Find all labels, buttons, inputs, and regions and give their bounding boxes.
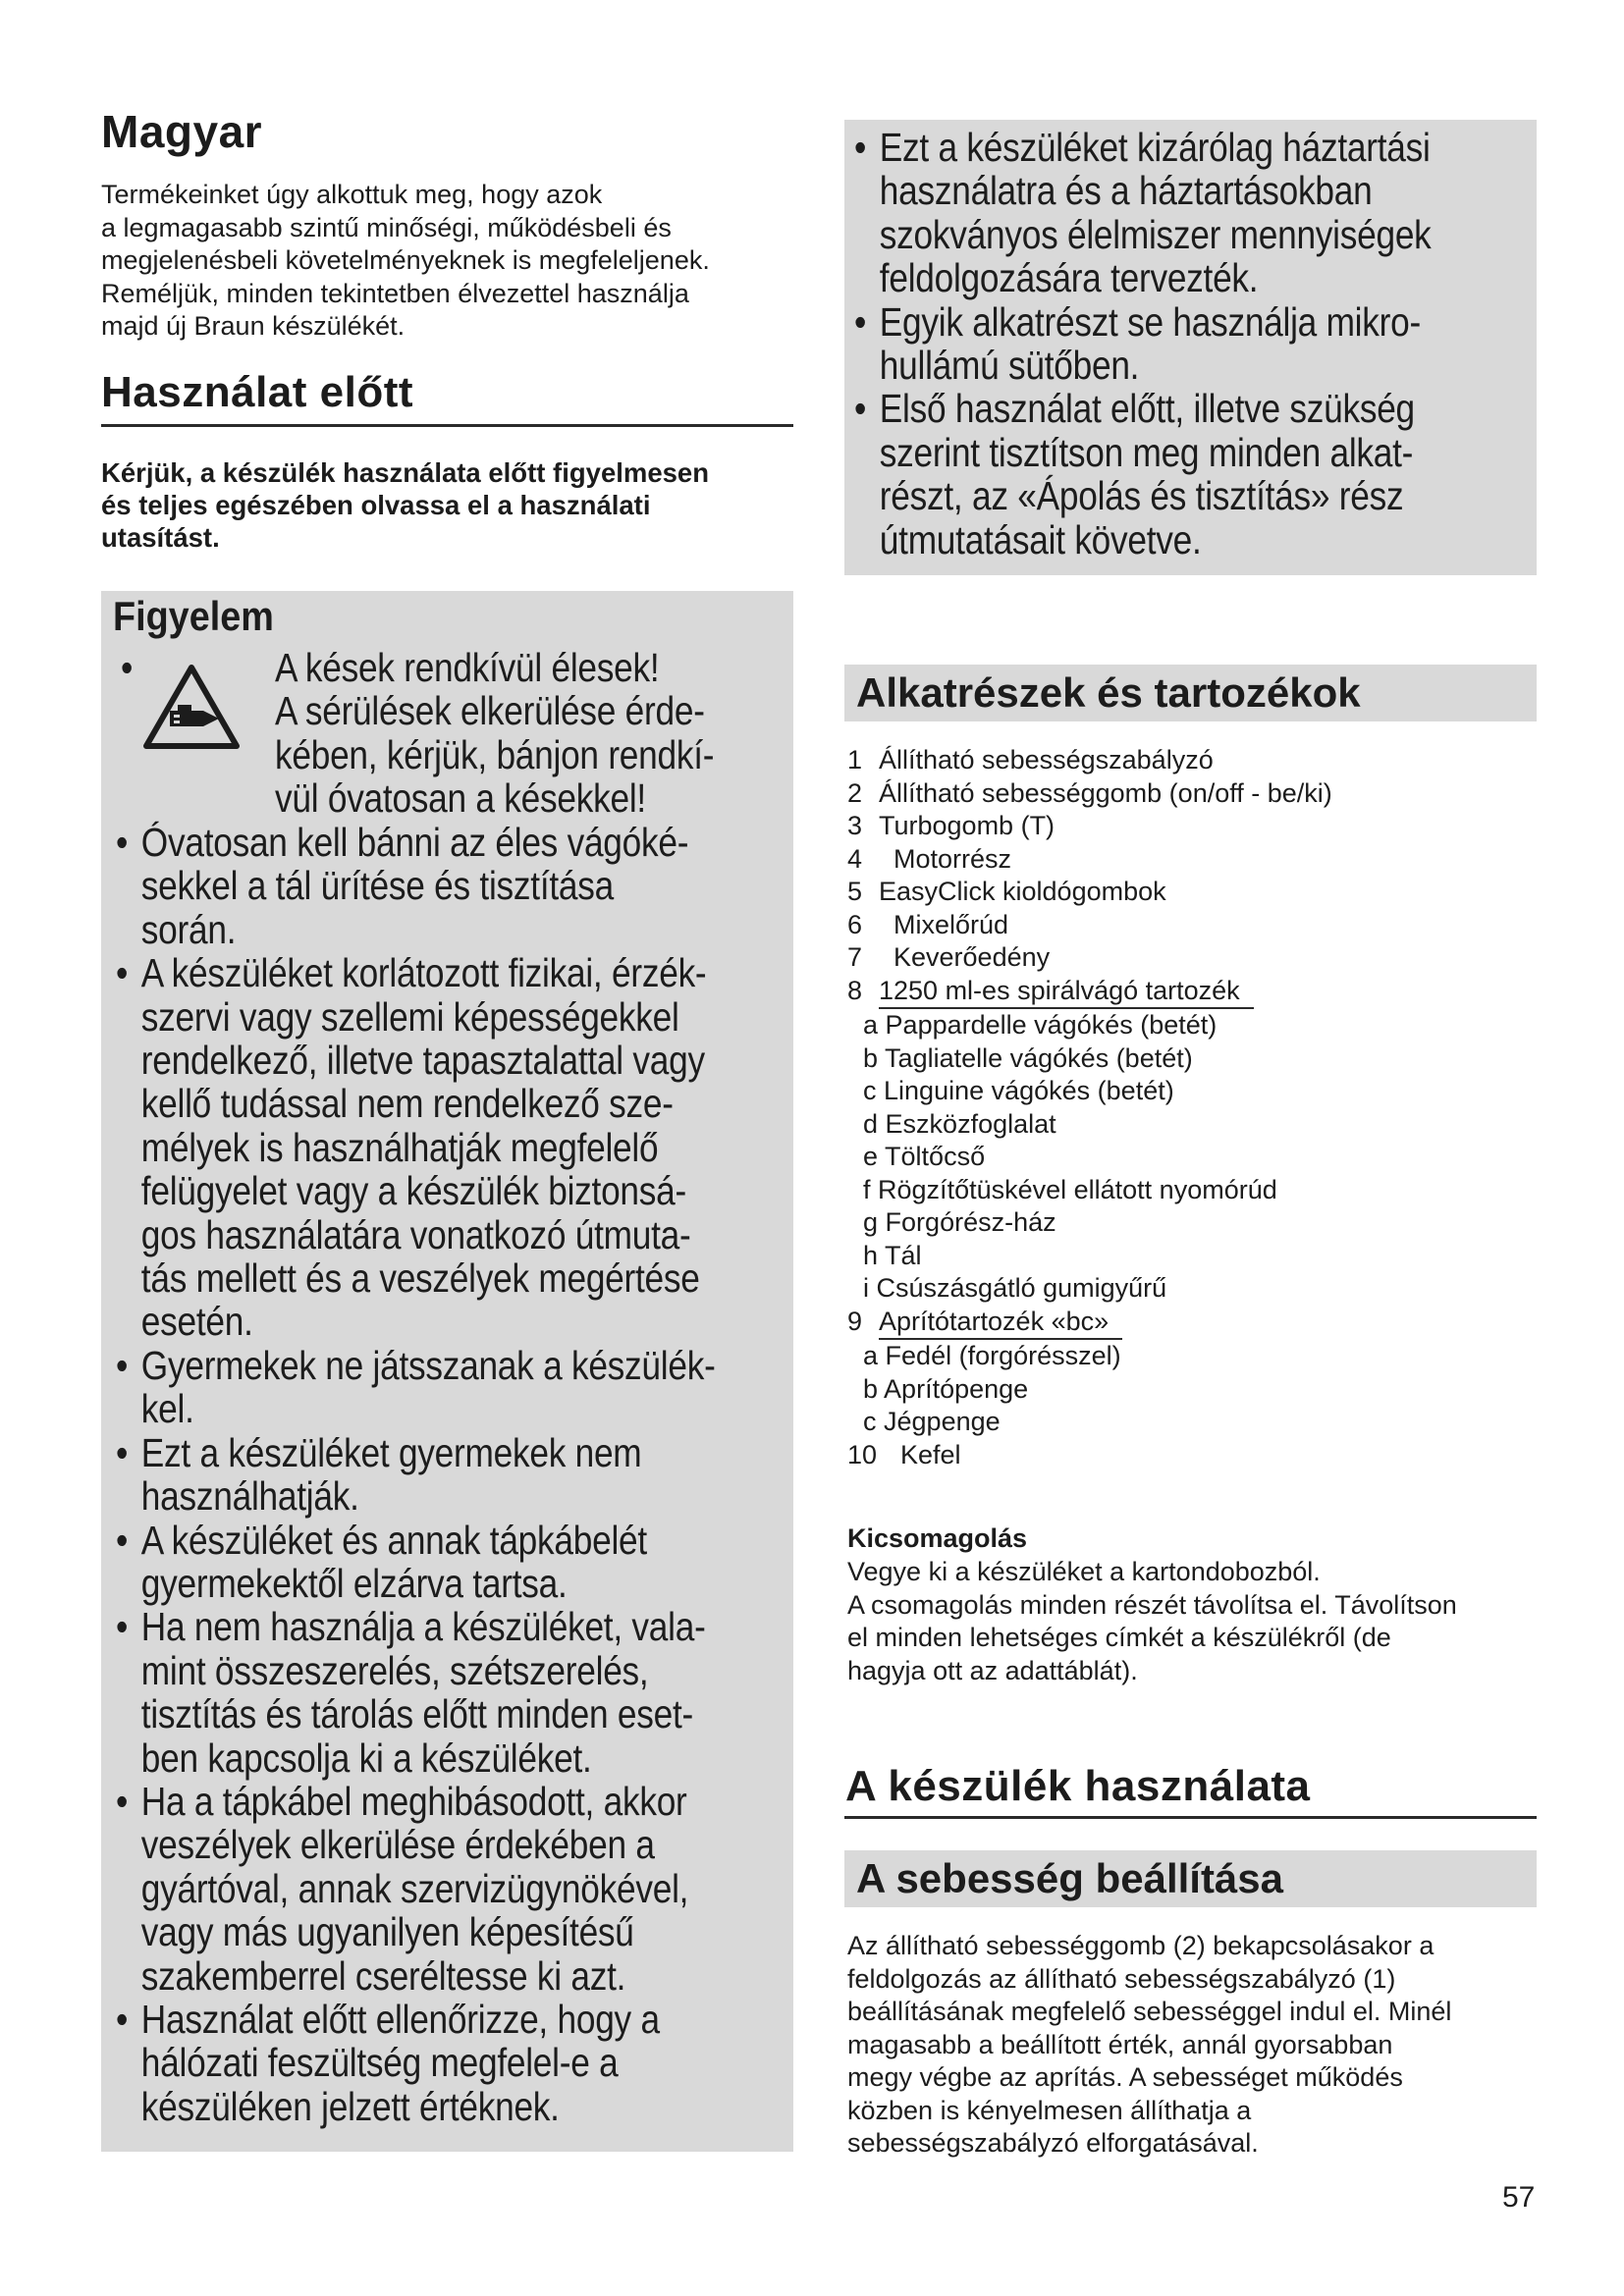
notice-line: hullámú sütőben. [879, 343, 1140, 389]
part-subitem [847, 1141, 1535, 1174]
bullet-dot: • [121, 645, 134, 690]
part-label: Forgórész-ház [885, 1207, 1056, 1237]
bullet-dot: • [116, 1517, 129, 1563]
intro-line: megjelenésbeli követelményeknek is megfeleljenek. [101, 245, 710, 275]
part-letter: c [863, 1076, 877, 1105]
part-letter: c [863, 1407, 877, 1436]
warning-line: A készüléket korlátozott fizikai, érzék- [140, 950, 707, 996]
part-label: Állítható sebességgomb (on/off - be/ki) [879, 777, 1332, 808]
intro-line: a legmagasabb szintű minőségi, működésbeli és [101, 212, 672, 242]
part-label: Motorrész [879, 843, 1012, 874]
warning-bullet [116, 1344, 791, 1431]
warning-bullet [116, 1431, 791, 1519]
speed-line: beállításának megfelelő sebességgel indul el. Minél [847, 1997, 1452, 2026]
parts-list [847, 744, 1535, 1471]
part-label: Csúszásgátló gumigyűrű [876, 1273, 1167, 1303]
intro-line: Termékeinket úgy alkottuk meg, hogy azok [101, 180, 603, 209]
before-use-text [101, 456, 808, 554]
warning-bullet [116, 1998, 791, 2128]
part-item [847, 1439, 1535, 1472]
part-number: 10 [847, 1439, 878, 1469]
part-letter: b [863, 1373, 879, 1404]
warning-line: készüléken jelzett értéknek. [140, 2083, 560, 2129]
part-item [847, 843, 1535, 877]
part-label: EasyClick kioldógombok [879, 877, 1166, 906]
part-label: Kefel [900, 1439, 961, 1469]
warning-line: Ha nem használja a készüléket, vala- [140, 1604, 706, 1650]
warning-line: gos használatára vonatkozó útmuta- [140, 1211, 691, 1257]
part-subitem [847, 1206, 1535, 1240]
part-number: 2 [847, 777, 863, 808]
unpack-line: hagyja ott az adattáblát). [847, 1655, 1138, 1685]
section-title-magyar: Magyar [101, 106, 263, 157]
warning-line: vül óvatosan a késekkel! [275, 775, 646, 822]
warning-line: tás mellett és a veszélyek megértése [140, 1255, 700, 1302]
part-subitem [847, 1406, 1535, 1439]
page-number: 57 [1502, 2181, 1536, 2214]
part-letter: g [863, 1207, 879, 1237]
part-item [847, 744, 1535, 777]
warning-line: Óvatosan kell bánni az éles vágóké- [140, 820, 689, 865]
warning-line: A kések rendkívül élesek! [275, 645, 660, 690]
warning-line: rendelkező, illetve tapasztalattal vagy [140, 1038, 705, 1084]
warning-line: gyártóval, annak szervizügynökével, [140, 1865, 689, 1911]
notice-line: szerint tisztítson meg minden alkat- [879, 429, 1414, 475]
notice-bullet [854, 300, 1530, 388]
part-label: Eszközfoglalat [885, 1108, 1056, 1139]
hand-blade-warning-icon [142, 664, 241, 750]
part-subitem [847, 1240, 1535, 1273]
notice-line: útmutatásait követve. [879, 516, 1202, 562]
unpack-title: Kicsomagolás [847, 1523, 1028, 1553]
before-use-title: Használat előtt [101, 368, 414, 416]
notice-line: használatra és a háztartásokban [879, 168, 1373, 214]
part-label: Keverőedény [879, 942, 1051, 972]
warning-line: szakemberrel cseréltesse ki azt. [140, 1952, 626, 1999]
warning-bullet [116, 1605, 791, 1780]
warning-line: kellő tudással nem rendelkező sze- [140, 1081, 674, 1127]
speed-line: magasabb a beállított érték, annál gyorsabban [847, 2029, 1393, 2059]
speed-text [847, 1930, 1535, 2161]
part-subitem [847, 1108, 1535, 1142]
part-label: 1250 ml-es spirálvágó tartozék [879, 975, 1254, 1010]
warning-line: Ha a tápkábel meghibásodott, akkor [140, 1778, 687, 1824]
part-subitem [847, 1075, 1535, 1108]
part-label: Jégpenge [884, 1407, 1001, 1436]
part-item [847, 909, 1535, 942]
part-item [847, 975, 1535, 1010]
before-use-line: és teljes egészében olvassa el a használati [101, 490, 651, 520]
unpack-line: el minden lehetséges címkét a készülékről (de [847, 1623, 1391, 1652]
part-label: Állítható sebességszabályzó [879, 745, 1214, 774]
part-item [847, 941, 1535, 975]
warning-bullet-list [116, 821, 791, 2128]
notice-line: Ezt a készüléket kizárólag háztartási [879, 125, 1431, 170]
warning-line: A készüléket és annak tápkábelét [140, 1517, 647, 1563]
part-number: 7 [847, 942, 863, 972]
part-letter: a [863, 1010, 879, 1040]
bullet-dot: • [854, 386, 867, 432]
bullet-dot: • [116, 1778, 129, 1824]
part-number: 8 [847, 975, 863, 1005]
warning-line: kel. [140, 1386, 194, 1432]
part-label: Linguine vágókés (betét) [884, 1076, 1174, 1105]
warning-bullet [116, 821, 791, 951]
warning-line: mélyek is használhatják megfelelő [140, 1124, 659, 1170]
part-subitem [847, 1042, 1535, 1076]
speed-line: Az állítható sebességgomb (2) bekapcsolásakor a [847, 1931, 1435, 1960]
intro-line: majd új Braun készülékét. [101, 311, 406, 341]
part-label: Turbogomb (T) [879, 811, 1056, 840]
warning-line: ben kapcsolja ki a készüléket. [140, 1735, 592, 1781]
bullet-dot: • [116, 1429, 129, 1475]
part-letter: f [863, 1174, 871, 1204]
unpack-line: Vegye ki a készüléket a kartondobozból. [847, 1557, 1321, 1586]
notice-bullet [854, 126, 1530, 300]
warning-bullet [116, 1519, 791, 1606]
part-label: Tál [885, 1240, 922, 1270]
speed-line: közben is kényelmesen állíthatja a [847, 2095, 1252, 2125]
part-item [847, 810, 1535, 843]
part-label: Aprítópenge [884, 1373, 1029, 1404]
part-letter: e [863, 1142, 879, 1171]
warning-bullet [116, 951, 791, 1344]
part-label: Töltőcső [885, 1142, 986, 1171]
divider [101, 424, 793, 427]
bullet-dot: • [116, 1996, 129, 2042]
warning-line: veszélyek elkerülése érdekében a [140, 1822, 655, 1868]
warning-blades-text [275, 646, 714, 821]
bullet-dot: • [116, 820, 129, 865]
part-subitem [847, 1009, 1535, 1042]
part-subitem [847, 1373, 1535, 1407]
part-label: Rögzítőtüskével ellátott nyomórúd [878, 1174, 1277, 1204]
warning-line: használhatják. [140, 1473, 359, 1520]
part-number: 4 [847, 843, 863, 874]
warning-line: Ezt a készüléket gyermekek nem [140, 1429, 642, 1475]
notice-bullet [854, 387, 1530, 561]
divider [844, 1816, 1537, 1819]
parts-title: Alkatrészek és tartozékok [844, 665, 1537, 721]
unpack-line: A csomagolás minden részét távolítsa el. Távolítson [847, 1589, 1457, 1620]
part-subitem [847, 1272, 1535, 1306]
warning-line: hálózati feszültség megfelel-e a [140, 2040, 619, 2086]
bullet-dot: • [116, 950, 129, 996]
warning-line: esetén. [140, 1299, 253, 1345]
part-item [847, 876, 1535, 909]
part-item [847, 777, 1535, 811]
part-item [847, 1306, 1535, 1341]
notice-line: szokványos élelmiszer mennyiségek [879, 211, 1432, 257]
notice-bullet-list [854, 126, 1530, 561]
warning-line: gyermekektől elzárva tartsa. [140, 1560, 568, 1606]
part-number: 6 [847, 909, 863, 939]
warning-line: során. [140, 906, 237, 952]
warning-line: sekkel a tál ürítése és tisztítása [140, 863, 614, 909]
part-number: 1 [847, 745, 863, 774]
warning-line: mint összeszerelés, szétszerelés, [140, 1647, 649, 1693]
part-label: Mixelőrúd [879, 909, 1009, 939]
warning-line: felügyelet vagy a készülék biztonsá- [140, 1168, 686, 1214]
part-label: Fedél (forgórésszel) [885, 1341, 1121, 1370]
speed-line: megy végbe az aprítás. A sebességet működés [847, 2062, 1403, 2092]
part-label: Pappardelle vágókés (betét) [885, 1010, 1218, 1040]
intro-paragraph [101, 179, 808, 344]
warning-title: Figyelem [113, 593, 274, 639]
warning-line: tisztítás és tárolás előtt minden eset- [140, 1691, 693, 1737]
notice-line: feldolgozására tervezték. [879, 255, 1259, 301]
speed-line: sebességszabályzó elforgatásával. [847, 2128, 1259, 2158]
unpack-text [847, 1556, 1535, 1687]
warning-bullet [116, 1780, 791, 1998]
before-use-line: utasítást. [101, 522, 220, 553]
part-number: 9 [847, 1306, 863, 1336]
part-letter: b [863, 1042, 879, 1073]
warning-line: kében, kérjük, bánjon rendkí- [275, 731, 715, 777]
part-number: 3 [847, 811, 863, 840]
part-subitem [847, 1340, 1535, 1373]
notice-line: részt, az «Ápolás és tisztítás» rész [879, 473, 1404, 519]
bullet-dot: • [116, 1604, 129, 1650]
part-letter: a [863, 1341, 879, 1370]
before-use-line: Kérjük, a készülék használata előtt figyelmesen [101, 457, 710, 488]
bullet-dot: • [116, 1342, 129, 1388]
part-letter: h [863, 1240, 879, 1270]
part-subitem [847, 1174, 1535, 1207]
usage-title: A készülék használata [845, 1762, 1311, 1810]
warning-line: vagy más ugyanilyen képesítésű [140, 1909, 634, 1955]
part-letter: i [863, 1273, 869, 1303]
warning-line: Használat előtt ellenőrizze, hogy a [140, 1996, 660, 2042]
warning-line: Gyermekek ne játsszanak a készülék- [140, 1342, 716, 1388]
speed-title: A sebesség beállítása [844, 1850, 1537, 1907]
notice-line: Első használat előtt, illetve szükség [879, 386, 1415, 432]
warning-line: szervi vagy szellemi képességekkel [140, 993, 679, 1040]
warning-line: A sérülések elkerülése érde- [275, 688, 705, 734]
part-number: 5 [847, 877, 863, 906]
part-label: Aprítótartozék «bc» [879, 1306, 1122, 1341]
speed-line: feldolgozás az állítható sebességszabályzó (1) [847, 1963, 1396, 1994]
part-letter: d [863, 1108, 879, 1139]
bullet-dot: • [854, 125, 867, 170]
bullet-dot: • [854, 298, 867, 345]
notice-line: Egyik alkatrészt se használja mikro- [879, 298, 1421, 345]
part-label: Tagliatelle vágókés (betét) [885, 1042, 1193, 1073]
intro-line: Reméljük, minden tekintetben élvezettel használja [101, 278, 689, 308]
